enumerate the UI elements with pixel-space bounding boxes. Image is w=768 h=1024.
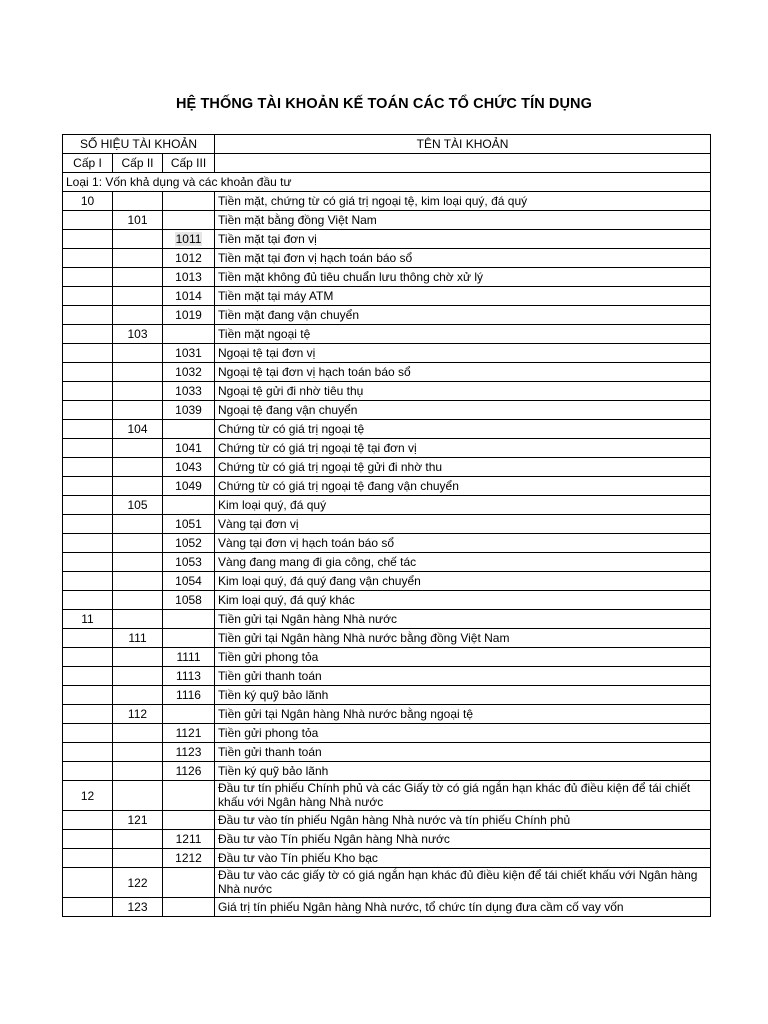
account-name-text: Đầu tư vào Tín phiếu Ngân hàng Nhà nước [218, 832, 450, 846]
account-name-text: Tiền mặt ngoại tệ [218, 327, 311, 341]
account-level-2 [113, 667, 163, 686]
account-level-2 [113, 363, 163, 382]
account-level-3 [163, 534, 215, 553]
account-level-1 [63, 553, 113, 572]
account-name [215, 830, 711, 849]
table-row [63, 781, 711, 811]
table-row [63, 344, 711, 363]
account-level-1-text: 11 [81, 612, 94, 626]
account-level-2 [113, 439, 163, 458]
account-level-2 [113, 629, 163, 648]
account-name [215, 705, 711, 724]
table-row [63, 762, 711, 781]
account-level-2 [113, 249, 163, 268]
account-level-3 [163, 401, 215, 420]
account-level-3 [163, 192, 215, 211]
account-level-3-text: 1123 [175, 745, 202, 759]
table-row [63, 287, 711, 306]
account-name-text: Tiền ký quỹ bảo lãnh [218, 764, 329, 778]
account-level-2 [113, 382, 163, 401]
account-name [215, 610, 711, 629]
table-row [63, 591, 711, 610]
account-name [215, 192, 711, 211]
account-name [215, 420, 711, 439]
account-name-text: Tiền ký quỹ bảo lãnh [218, 688, 329, 702]
account-level-3-text: 1126 [175, 764, 202, 778]
account-level-1 [63, 743, 113, 762]
account-level-1 [63, 629, 113, 648]
account-name [215, 458, 711, 477]
account-level-2-text: 105 [127, 498, 148, 512]
account-name [215, 382, 711, 401]
account-name [215, 898, 711, 917]
account-name [215, 849, 711, 868]
account-level-2-text: 123 [127, 900, 148, 914]
account-level-2 [113, 401, 163, 420]
account-level-2 [113, 325, 163, 344]
account-level-3 [163, 344, 215, 363]
account-name [215, 344, 711, 363]
table-row [63, 382, 711, 401]
table-row [63, 610, 711, 629]
account-level-3 [163, 781, 215, 811]
table-row [63, 724, 711, 743]
account-name [215, 230, 711, 249]
header-account-name: TÊN TÀI KHOẢN [215, 135, 711, 154]
account-level-1 [63, 192, 113, 211]
table-row [63, 211, 711, 230]
account-level-2 [113, 496, 163, 515]
account-name-text: Tiền mặt không đủ tiêu chuẩn lưu thông chờ xử lý [218, 270, 483, 284]
account-level-2 [113, 477, 163, 496]
account-level-3-text: 1043 [175, 460, 202, 474]
account-level-1-text: 10 [80, 194, 95, 208]
account-level-2-text: 103 [127, 327, 148, 341]
account-level-3 [163, 439, 215, 458]
account-level-3-text: 1211 [175, 832, 202, 846]
table-row [63, 849, 711, 868]
header-account-number: SỐ HIỆU TÀI KHOẢN [63, 135, 215, 154]
account-level-3-text: 1039 [175, 403, 202, 417]
account-level-2-text: 111 [128, 631, 147, 645]
account-name-text: Tiền mặt đang vận chuyển [218, 308, 359, 322]
table-row [63, 306, 711, 325]
account-level-1 [63, 534, 113, 553]
account-name [215, 572, 711, 591]
account-level-1 [63, 724, 113, 743]
header-level-2: Cấp II [113, 154, 163, 173]
account-name-text: Kim loại quý, đá quý [218, 498, 327, 512]
table-row [63, 439, 711, 458]
account-name [215, 515, 711, 534]
account-level-3 [163, 830, 215, 849]
account-level-2 [113, 572, 163, 591]
account-name [215, 591, 711, 610]
account-level-1 [63, 382, 113, 401]
account-name-text: Tiền mặt bằng đồng Việt Nam [218, 213, 377, 227]
account-level-2 [113, 849, 163, 868]
account-name-text: Tiền gửi tại Ngân hàng Nhà nước bằng đồng Việt Nam [218, 631, 510, 645]
account-level-3-text: 1032 [175, 365, 202, 379]
account-name-text: Đầu tư tín phiếu Chính phủ và các Giấy tờ có giá ngắn hạn khác đủ điều kiện để tái chiết khấu với Ngân hàng Nhà nước [218, 781, 691, 809]
account-name-text: Chứng từ có giá trị ngoại tệ gửi đi nhờ thu [218, 460, 443, 474]
account-level-1 [63, 898, 113, 917]
account-level-3-text: 1058 [175, 593, 202, 607]
account-level-3 [163, 382, 215, 401]
account-level-2 [113, 811, 163, 830]
table-row [63, 898, 711, 917]
account-level-2 [113, 610, 163, 629]
account-name-text: Tiền mặt tại đơn vị hạch toán báo sổ [218, 251, 413, 265]
account-level-3 [163, 249, 215, 268]
account-level-3 [163, 724, 215, 743]
table-row [63, 667, 711, 686]
account-level-3 [163, 211, 215, 230]
table-row [63, 553, 711, 572]
account-level-3 [163, 306, 215, 325]
account-name-text: Tiền gửi tại Ngân hàng Nhà nước bằng ngoại tệ [218, 707, 474, 721]
account-level-1 [63, 610, 113, 629]
table-row [63, 868, 711, 898]
account-level-3 [163, 686, 215, 705]
account-level-3-text: 1053 [175, 555, 202, 569]
account-name [215, 743, 711, 762]
account-level-2-text: 104 [127, 422, 148, 436]
header-row-2 [63, 154, 711, 173]
account-level-2 [113, 420, 163, 439]
account-level-1 [63, 401, 113, 420]
account-name [215, 553, 711, 572]
account-level-3-text: 1012 [175, 251, 202, 265]
account-name-text: Chứng từ có giá trị ngoại tệ tại đơn vị [218, 441, 417, 455]
account-level-3-text: 1212 [175, 851, 202, 865]
header-empty [215, 154, 711, 173]
account-level-1 [63, 849, 113, 868]
account-level-3-text: 1051 [175, 517, 202, 531]
account-level-2 [113, 287, 163, 306]
account-level-2 [113, 724, 163, 743]
account-level-3 [163, 762, 215, 781]
account-level-2 [113, 781, 163, 811]
account-level-1 [63, 572, 113, 591]
account-level-3 [163, 363, 215, 382]
account-level-3 [163, 268, 215, 287]
account-name-text: Đầu tư vào Tín phiếu Kho bạc [218, 851, 378, 865]
header-row-1 [63, 135, 711, 154]
account-name [215, 534, 711, 553]
account-name [215, 439, 711, 458]
table-row [63, 458, 711, 477]
account-name-text: Kim loại quý, đá quý đang vận chuyển [218, 574, 421, 588]
header-level-3: Cấp III [163, 154, 215, 173]
account-level-3-text: 1049 [175, 479, 202, 493]
account-name-text: Kim loại quý, đá quý khác [218, 593, 355, 607]
account-level-2 [113, 192, 163, 211]
account-name [215, 762, 711, 781]
account-level-2 [113, 211, 163, 230]
account-level-3 [163, 667, 215, 686]
account-name [215, 868, 711, 898]
account-level-3-text: 1014 [175, 289, 202, 303]
table-row [63, 230, 711, 249]
table-row [63, 249, 711, 268]
table-row [63, 705, 711, 724]
account-level-1 [63, 705, 113, 724]
table-row [63, 363, 711, 382]
account-level-3 [163, 230, 215, 249]
account-level-3 [163, 325, 215, 344]
table-row [63, 477, 711, 496]
account-level-2-text: 121 [127, 813, 148, 827]
account-level-3 [163, 496, 215, 515]
account-level-1 [63, 439, 113, 458]
table-row [63, 830, 711, 849]
account-level-3 [163, 515, 215, 534]
table-row [63, 811, 711, 830]
account-level-2 [113, 898, 163, 917]
account-level-1 [63, 830, 113, 849]
account-level-3 [163, 811, 215, 830]
account-name-text: Đầu tư vào tín phiếu Ngân hàng Nhà nước và tín phiếu Chính phủ [218, 813, 571, 827]
account-level-1 [63, 781, 113, 811]
account-name-text: Tiền mặt tại máy ATM [218, 289, 334, 303]
account-level-2 [113, 830, 163, 849]
account-level-1 [63, 363, 113, 382]
account-level-1 [63, 648, 113, 667]
account-name-text: Chứng từ có giá trị ngoại tệ đang vận chuyển [218, 479, 459, 493]
account-name [215, 268, 711, 287]
account-level-3 [163, 629, 215, 648]
table-row [63, 192, 711, 211]
table-row [63, 534, 711, 553]
account-name-text: Ngoại tệ tại đơn vị hạch toán báo sổ [218, 365, 411, 379]
account-level-3-text: 1019 [175, 308, 202, 322]
account-name-text: Đầu tư vào các giấy tờ có giá ngắn hạn khác đủ điều kiện để tái chiết khấu với Ngân hàng Nhà nước [218, 868, 698, 896]
account-level-1 [63, 868, 113, 898]
account-name [215, 811, 711, 830]
account-name [215, 306, 711, 325]
account-level-3-text: 1013 [175, 270, 202, 284]
account-level-3-text: 1033 [175, 384, 202, 398]
account-level-1 [63, 420, 113, 439]
account-name-text: Ngoại tệ đang vận chuyển [218, 403, 358, 417]
account-level-3 [163, 458, 215, 477]
account-level-2 [113, 515, 163, 534]
account-name [215, 648, 711, 667]
account-name-text: Tiền gửi thanh toán [218, 745, 322, 759]
account-level-1 [63, 211, 113, 230]
account-level-2 [113, 762, 163, 781]
account-level-2 [113, 868, 163, 898]
account-name [215, 667, 711, 686]
account-name [215, 363, 711, 382]
account-level-3-text: 1054 [175, 574, 202, 588]
account-name-text: Tiền gửi phong tỏa [218, 726, 319, 740]
account-level-2 [113, 648, 163, 667]
account-name-text: Tiền mặt, chứng từ có giá trị ngoại tệ, kim loại quý, đá quý [218, 194, 528, 208]
account-level-1 [63, 458, 113, 477]
account-name [215, 211, 711, 230]
account-name [215, 781, 711, 811]
table-row [63, 629, 711, 648]
account-name [215, 496, 711, 515]
account-level-3-text: 1121 [175, 726, 202, 740]
account-level-1 [63, 496, 113, 515]
account-level-1 [63, 344, 113, 363]
account-level-1 [63, 686, 113, 705]
account-name-text: Ngoại tệ tại đơn vị [218, 346, 316, 360]
account-name-text: Vàng tại đơn vị hạch toán báo sổ [218, 536, 395, 550]
account-level-3 [163, 553, 215, 572]
table-row [63, 648, 711, 667]
account-level-2 [113, 230, 163, 249]
account-level-3-text: 1113 [176, 669, 201, 683]
account-level-2 [113, 268, 163, 287]
account-level-2 [113, 306, 163, 325]
account-level-2-text: 122 [127, 875, 148, 890]
account-level-3 [163, 898, 215, 917]
account-level-1 [63, 667, 113, 686]
account-name [215, 724, 711, 743]
account-name [215, 401, 711, 420]
account-level-2 [113, 743, 163, 762]
account-level-2 [113, 591, 163, 610]
account-level-2-text: 112 [127, 707, 148, 721]
account-level-3-text: 1052 [175, 536, 202, 550]
account-level-1 [63, 515, 113, 534]
account-name [215, 325, 711, 344]
table-row [63, 515, 711, 534]
account-name [215, 249, 711, 268]
account-level-1 [63, 477, 113, 496]
account-level-3 [163, 610, 215, 629]
table-row [63, 496, 711, 515]
account-name-text: Vàng tại đơn vị [218, 517, 299, 531]
account-name [215, 477, 711, 496]
table-row [63, 743, 711, 762]
account-level-1 [63, 325, 113, 344]
account-level-3-text: 1031 [175, 346, 202, 360]
account-level-2 [113, 705, 163, 724]
account-level-2 [113, 553, 163, 572]
account-level-1 [63, 811, 113, 830]
table-row [63, 686, 711, 705]
account-name-text: Tiền gửi tại Ngân hàng Nhà nước [218, 612, 397, 626]
account-level-2 [113, 534, 163, 553]
account-name-text: Tiền gửi thanh toán [218, 669, 322, 683]
account-level-3 [163, 287, 215, 306]
table-row [63, 325, 711, 344]
account-level-1 [63, 306, 113, 325]
account-level-2 [113, 344, 163, 363]
account-level-1 [63, 591, 113, 610]
account-name-text: Tiền mặt tại đơn vị [218, 232, 317, 246]
account-level-1 [63, 249, 113, 268]
section-row [63, 173, 711, 192]
account-name [215, 287, 711, 306]
account-level-3 [163, 572, 215, 591]
account-name-text: Ngoại tệ gửi đi nhờ tiêu thụ [218, 384, 364, 398]
account-name [215, 686, 711, 705]
account-level-1-text: 12 [80, 788, 95, 803]
account-level-3 [163, 868, 215, 898]
account-level-1 [63, 230, 113, 249]
account-level-3 [163, 477, 215, 496]
table-row [63, 420, 711, 439]
account-level-1 [63, 268, 113, 287]
table-row [63, 572, 711, 591]
account-level-3 [163, 743, 215, 762]
account-level-3 [163, 420, 215, 439]
account-level-3 [163, 591, 215, 610]
account-level-2 [113, 458, 163, 477]
account-level-3-text: 1116 [176, 688, 201, 702]
account-level-1 [63, 287, 113, 306]
table-row [63, 401, 711, 420]
account-level-3-text: 1011 [175, 232, 202, 246]
account-level-2 [113, 686, 163, 705]
account-level-3-text: 1041 [175, 441, 202, 455]
account-name-text: Vàng đang mang đi gia công, chế tác [218, 555, 417, 569]
account-level-1 [63, 762, 113, 781]
account-name-text: Giá trị tín phiếu Ngân hàng Nhà nước, tổ chức tín dụng đưa cầm cố vay vốn [218, 900, 624, 914]
account-name-text: Tiền gửi phong tỏa [218, 650, 319, 664]
account-level-3-text: 1111 [176, 650, 201, 664]
table-row [63, 268, 711, 287]
account-name-text: Chứng từ có giá trị ngoại tệ [218, 422, 365, 436]
account-level-3 [163, 849, 215, 868]
header-level-1: Cấp I [63, 154, 113, 173]
account-level-3 [163, 648, 215, 667]
account-level-2-text: 101 [127, 213, 148, 227]
section-label: Loại 1: Vốn khả dụng và các khoản đầu tư [63, 173, 711, 192]
document-title: HỆ THỐNG TÀI KHOẢN KẾ TOÁN CÁC TỔ CHỨC TÍN DỤNG [175, 96, 592, 112]
accounts-table [62, 134, 711, 917]
account-level-3 [163, 705, 215, 724]
account-name [215, 629, 711, 648]
